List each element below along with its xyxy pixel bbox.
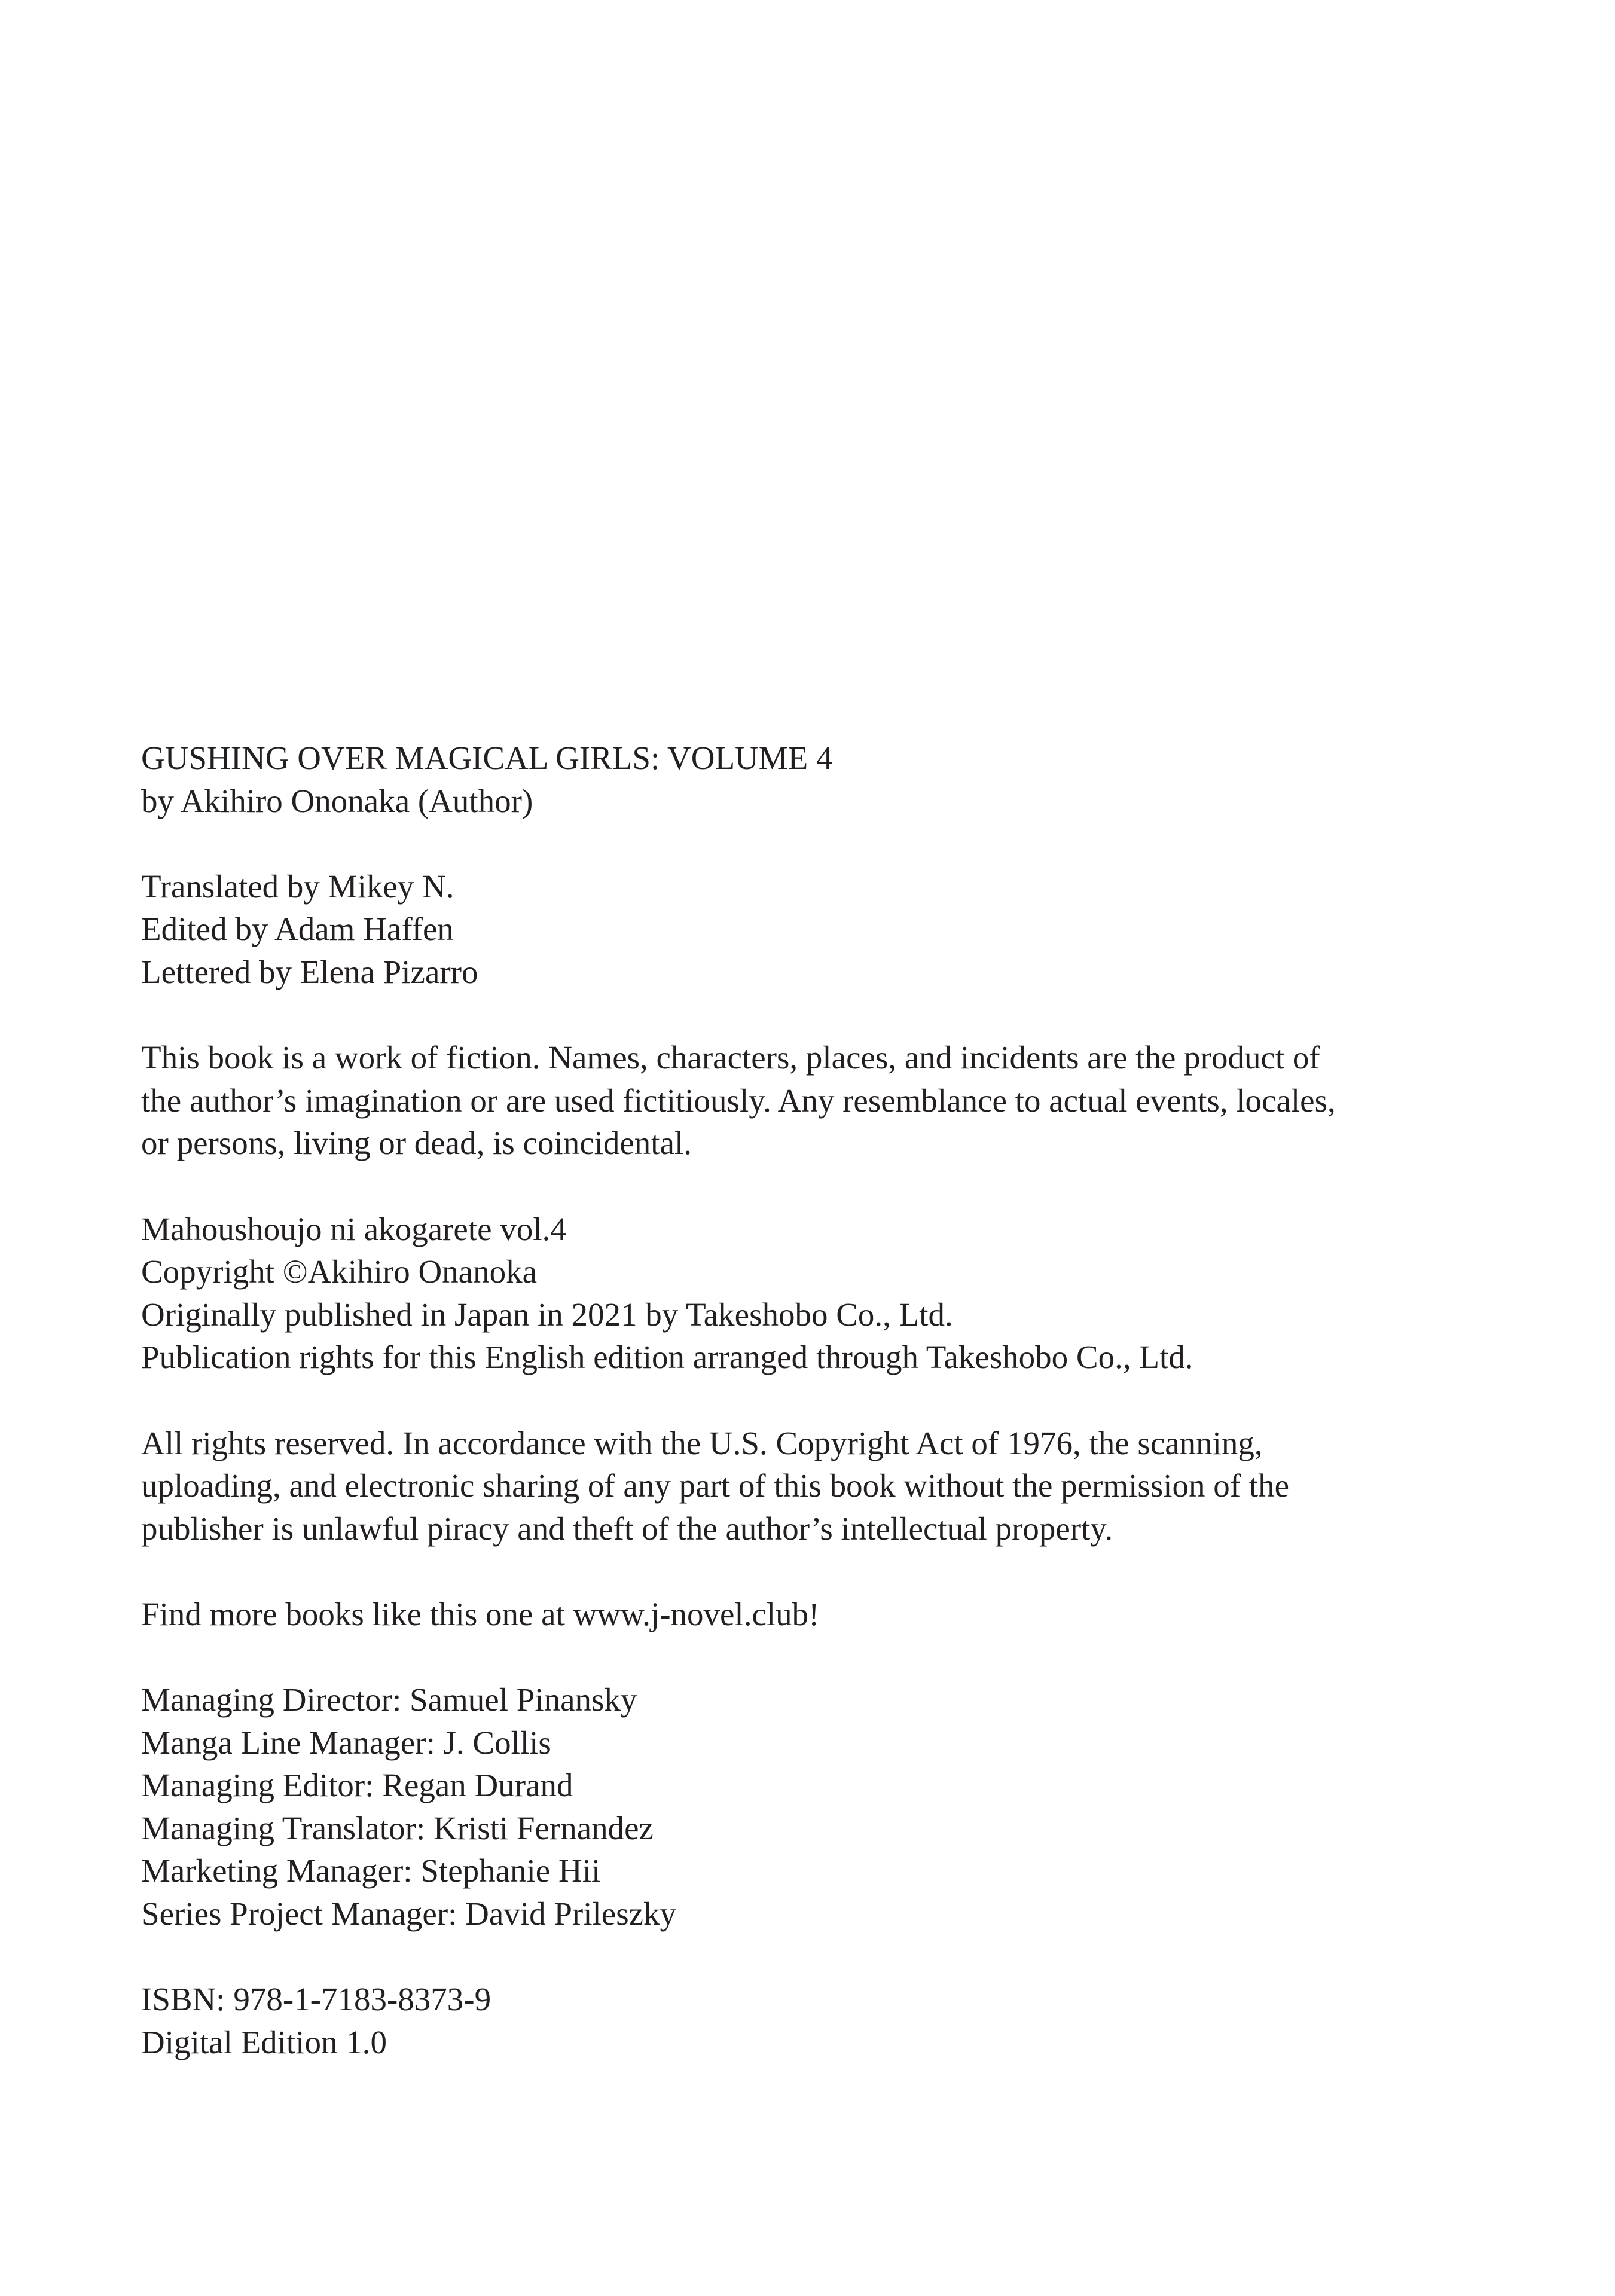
digital-edition: Digital Edition 1.0 xyxy=(141,2023,387,2060)
spacer xyxy=(141,1165,1516,1208)
spacer xyxy=(141,1550,1516,1593)
staff-managing-editor: Managing Editor: Regan Durand xyxy=(141,1767,573,1804)
spacer xyxy=(141,994,1516,1037)
spacer xyxy=(141,1379,1516,1422)
original-title: Mahoushoujo ni akogarete vol.4 xyxy=(141,1210,567,1247)
disclaimer-line: or persons, living or dead, is coincidental. xyxy=(141,1125,692,1162)
staff-marketing-manager: Marketing Manager: Stephanie Hii xyxy=(141,1852,601,1889)
copyright-notice: Copyright ©Akihiro Onanoka xyxy=(141,1253,537,1290)
isbn: ISBN: 978-1-7183-8373-9 xyxy=(141,1981,491,2018)
rights-line: publisher is unlawful piracy and theft of the author’s intellectual property. xyxy=(141,1510,1113,1547)
spacer xyxy=(141,1635,1516,1678)
book-title: GUSHING OVER MAGICAL GIRLS: VOLUME 4 xyxy=(141,740,833,776)
spacer xyxy=(141,822,1516,865)
disclaimer-line: This book is a work of fiction. Names, characters, places, and incidents are the product of xyxy=(141,1039,1320,1076)
translator-credit: Translated by Mikey N. xyxy=(141,868,454,905)
letterer-credit: Lettered by Elena Pizarro xyxy=(141,953,478,990)
original-publication: Originally published in Japan in 2021 by Takeshobo Co., Ltd. xyxy=(141,1296,953,1333)
disclaimer-line: the author’s imagination or are used fictitiously. Any resemblance to actual events, locales, xyxy=(141,1082,1336,1119)
copyright-text-block xyxy=(141,737,1516,2063)
rights-line: uploading, and electronic sharing of any part of this book without the permission of the xyxy=(141,1467,1290,1504)
staff-managing-translator: Managing Translator: Kristi Fernandez xyxy=(141,1809,654,1846)
staff-series-project-manager: Series Project Manager: David Prileszky xyxy=(141,1895,677,1932)
editor-credit: Edited by Adam Haffen xyxy=(141,911,454,948)
publication-rights: Publication rights for this English edition arranged through Takeshobo Co., Ltd. xyxy=(141,1339,1193,1376)
staff-managing-director: Managing Director: Samuel Pinansky xyxy=(141,1681,637,1718)
promo-line: Find more books like this one at www.j-novel.club! xyxy=(141,1595,820,1632)
spacer xyxy=(141,1935,1516,1979)
staff-manga-line-manager: Manga Line Manager: J. Collis xyxy=(141,1724,551,1761)
author-byline: by Akihiro Ononaka (Author) xyxy=(141,782,533,819)
rights-line: All rights reserved. In accordance with the U.S. Copyright Act of 1976, the scanning, xyxy=(141,1424,1263,1461)
